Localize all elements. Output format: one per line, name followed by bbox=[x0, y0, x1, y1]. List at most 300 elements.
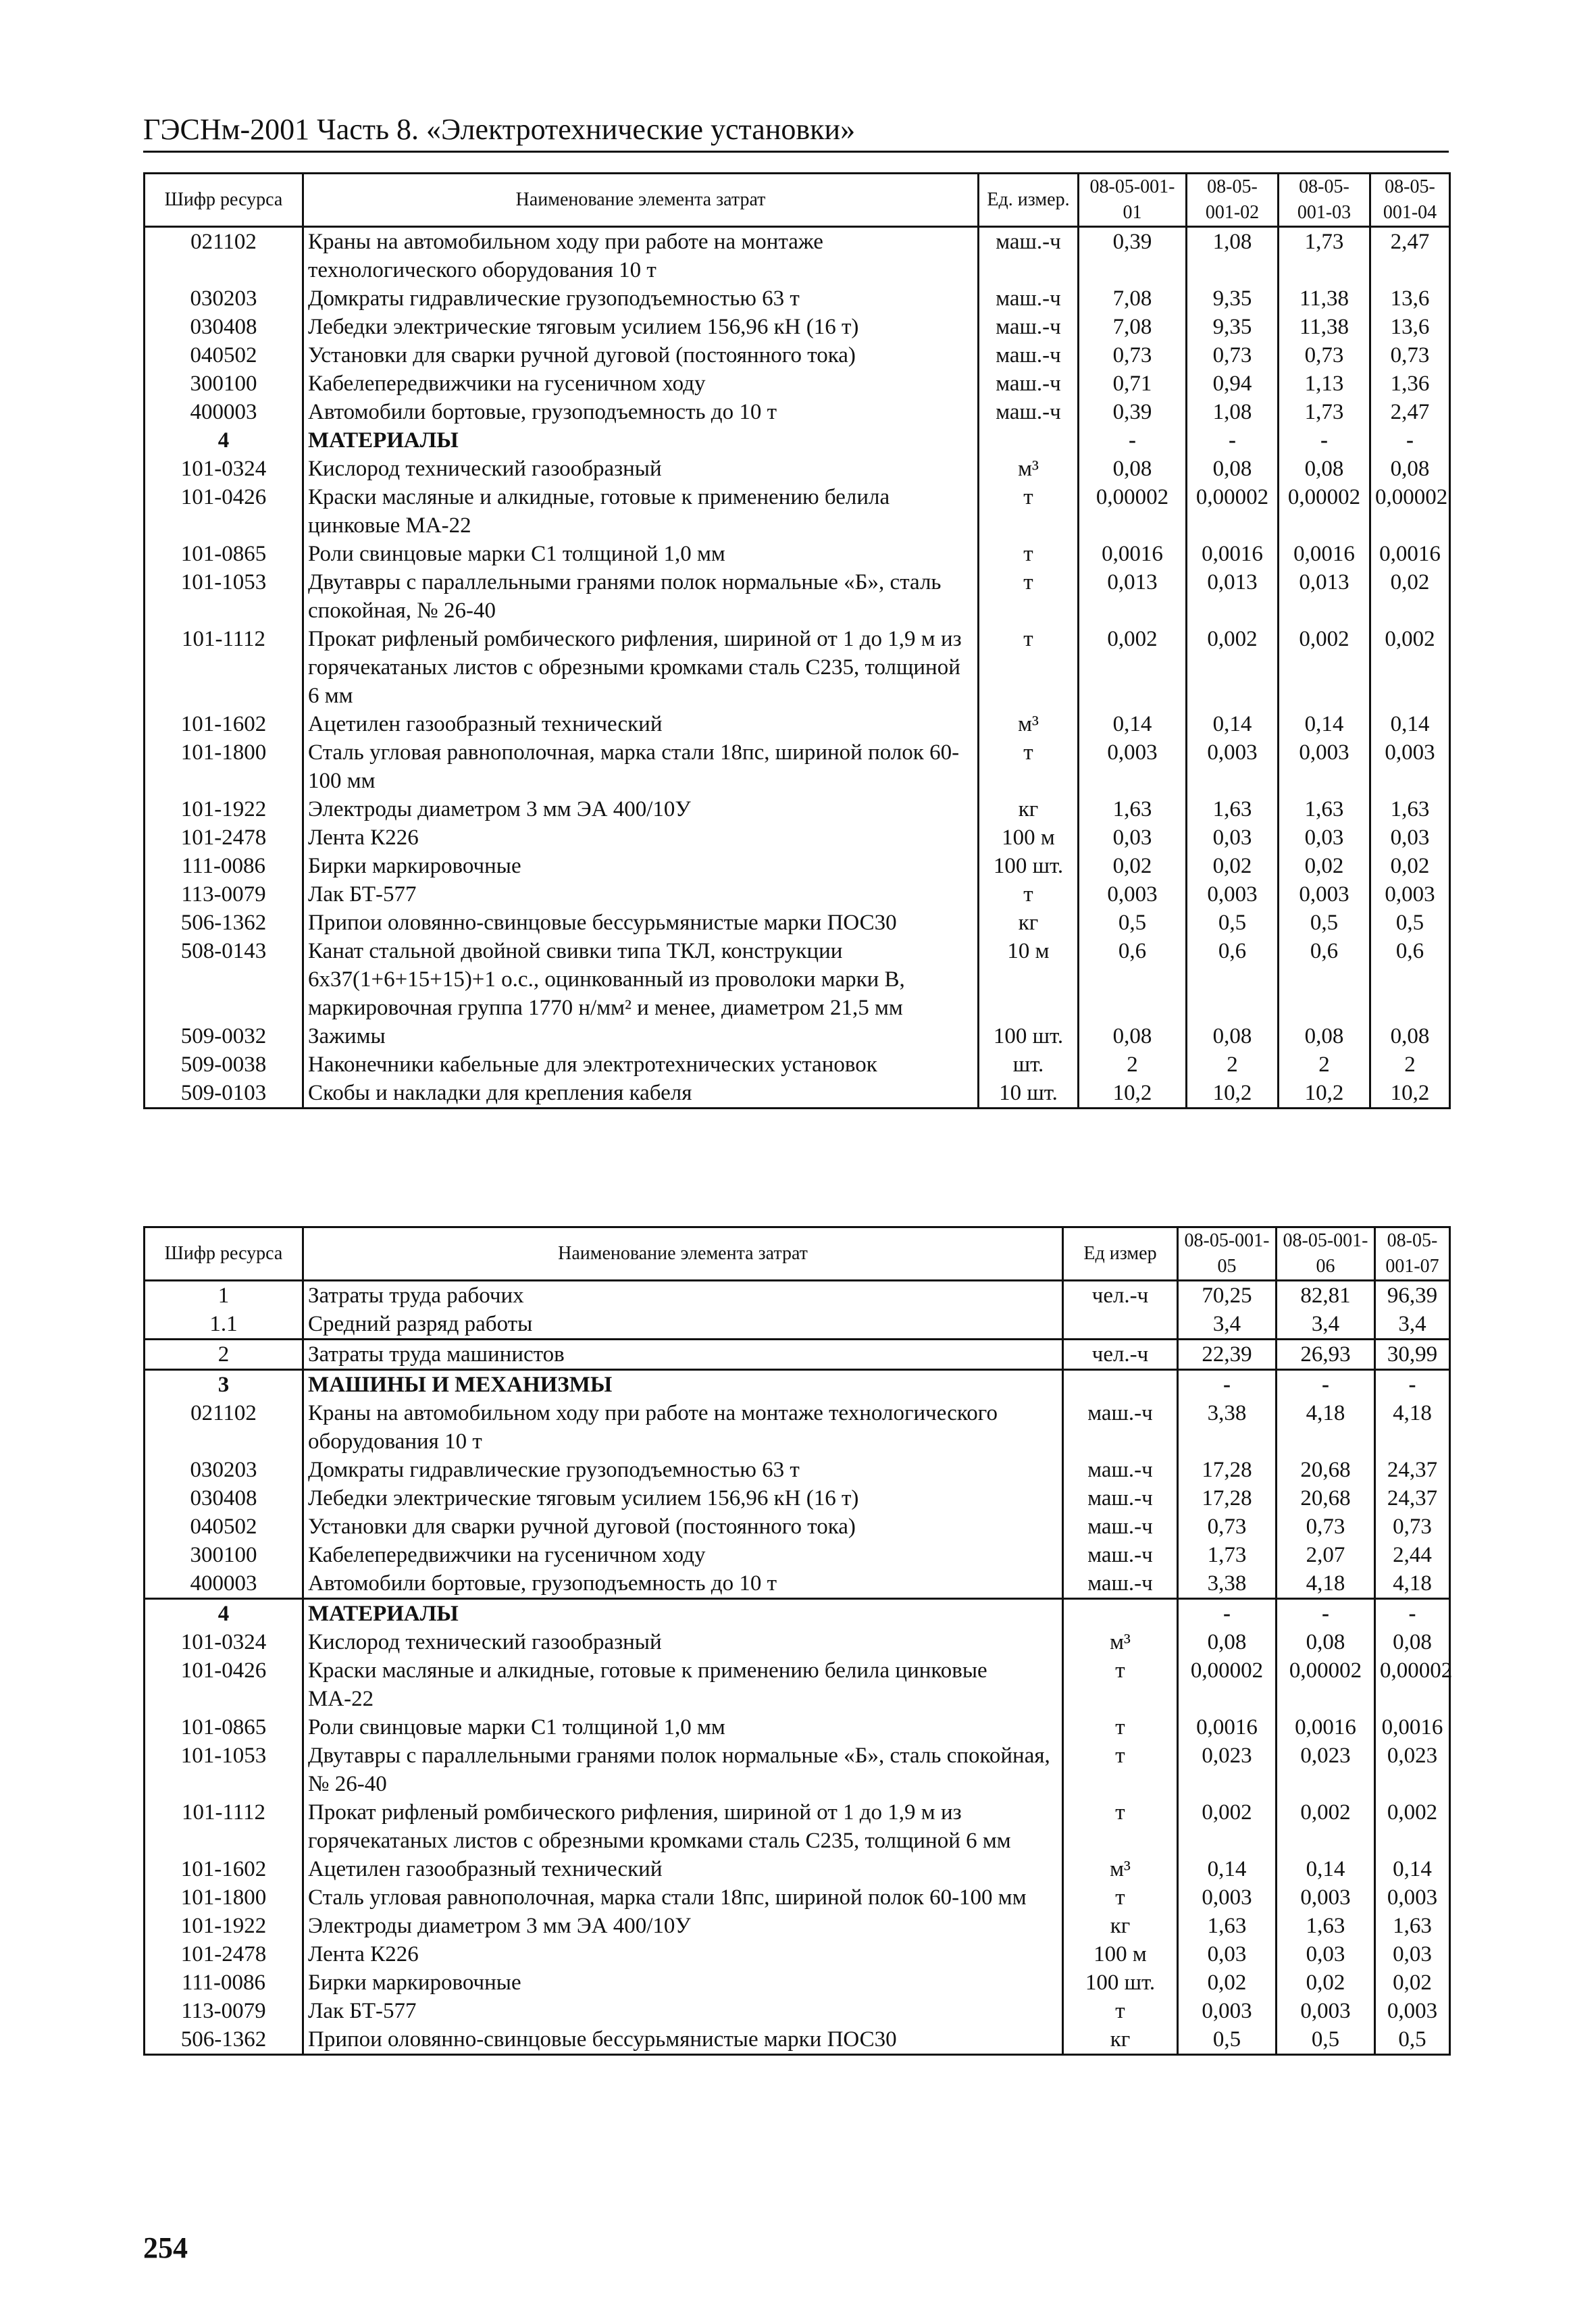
resource-name: Зажимы bbox=[303, 1022, 979, 1050]
norm-value: 0,00002 bbox=[1079, 483, 1187, 540]
norm-value: 0,71 bbox=[1079, 370, 1187, 398]
norm-value: 2,47 bbox=[1370, 227, 1450, 285]
resource-name: Кислород технический газообразный bbox=[303, 455, 979, 483]
table-row bbox=[145, 398, 1450, 426]
resource-code: 509-0032 bbox=[145, 1022, 303, 1050]
resource-name: Затраты труда машинистов bbox=[303, 1340, 1063, 1370]
resource-name: Лебедки электрические тяговым усилием 156,96 кН (16 т) bbox=[303, 313, 979, 341]
norm-value: 0,14 bbox=[1079, 710, 1187, 738]
resource-code: 300100 bbox=[145, 1541, 303, 1569]
norm-value: 0,08 bbox=[1079, 455, 1187, 483]
norm-value: 0,0016 bbox=[1370, 540, 1450, 568]
resource-name: Лента К226 bbox=[303, 823, 979, 852]
norm-value: 0,013 bbox=[1079, 568, 1187, 625]
table-header-row bbox=[145, 1227, 1450, 1281]
resource-name: МАШИНЫ И МЕХАНИЗМЫ bbox=[303, 1370, 1063, 1400]
resource-name: Сталь угловая равнополочная, марка стали 18пс, шириной полок 60-100 мм bbox=[303, 738, 979, 795]
norm-value: 0,0016 bbox=[1187, 540, 1279, 568]
column-header: 08-05-001-04 bbox=[1370, 174, 1450, 227]
unit-of-measure: т bbox=[1063, 1997, 1178, 2025]
norm-value: 1,63 bbox=[1277, 1912, 1375, 1940]
resource-name: Ацетилен газообразный технический bbox=[303, 710, 979, 738]
norm-value: 2 bbox=[1279, 1050, 1370, 1079]
resource-name: Лак БТ-577 bbox=[303, 880, 979, 909]
resource-code: 101-1053 bbox=[145, 1742, 303, 1798]
norm-value: - bbox=[1277, 1370, 1375, 1400]
norm-value: 4,18 bbox=[1375, 1569, 1450, 1599]
norm-value: 0,023 bbox=[1277, 1742, 1375, 1798]
unit-of-measure: т bbox=[979, 483, 1079, 540]
norm-value: 0,08 bbox=[1370, 455, 1450, 483]
resource-name: Наконечники кабельные для электротехнических установок bbox=[303, 1050, 979, 1079]
norm-value: - bbox=[1375, 1599, 1450, 1629]
table-row bbox=[145, 1713, 1450, 1742]
resource-code: 040502 bbox=[145, 341, 303, 370]
norm-value: 0,003 bbox=[1370, 738, 1450, 795]
resource-code: 101-0324 bbox=[145, 455, 303, 483]
norm-value: 26,93 bbox=[1277, 1340, 1375, 1370]
norm-value: 0,003 bbox=[1279, 880, 1370, 909]
norm-value: 0,02 bbox=[1375, 1968, 1450, 1997]
resource-name: Электроды диаметром 3 мм ЭА 400/10У bbox=[303, 795, 979, 823]
resource-code: 101-0865 bbox=[145, 540, 303, 568]
norm-value: 0,73 bbox=[1187, 341, 1279, 370]
resource-name: Лебедки электрические тяговым усилием 156,96 кН (16 т) bbox=[303, 1484, 1063, 1513]
column-header: 08-05-001-05 bbox=[1178, 1227, 1277, 1281]
norm-value: 0,03 bbox=[1375, 1940, 1450, 1968]
norm-value: 9,35 bbox=[1187, 284, 1279, 313]
resource-name: Двутавры с параллельными гранями полок нормальные «Б», сталь спокойная, № 26-40 bbox=[303, 568, 979, 625]
unit-of-measure: маш.-ч bbox=[979, 398, 1079, 426]
table-row bbox=[145, 1968, 1450, 1997]
norm-value: 0,002 bbox=[1370, 625, 1450, 710]
norm-value: 3,38 bbox=[1178, 1399, 1277, 1456]
norm-value: 0,02 bbox=[1187, 852, 1279, 880]
unit-of-measure: м³ bbox=[979, 455, 1079, 483]
resource-code: 1 bbox=[145, 1281, 303, 1311]
norm-value: 0,02 bbox=[1178, 1968, 1277, 1997]
norm-value: 1,73 bbox=[1279, 398, 1370, 426]
norm-value: 0,023 bbox=[1178, 1742, 1277, 1798]
unit-of-measure: м³ bbox=[979, 710, 1079, 738]
column-header: 08-05-001-07 bbox=[1375, 1227, 1450, 1281]
unit-of-measure: кг bbox=[1063, 2025, 1178, 2055]
norm-value: 0,0016 bbox=[1079, 540, 1187, 568]
unit-of-measure: маш.-ч bbox=[979, 227, 1079, 285]
unit-of-measure: т bbox=[979, 625, 1079, 710]
resource-name: Сталь угловая равнополочная, марка стали 18пс, шириной полок 60-100 мм bbox=[303, 1883, 1063, 1912]
resource-name: Прокат рифленый ромбического рифления, шириной от 1 до 1,9 м из горячекатаных листов с обрезными кромками сталь С235, толщиной 6 мм bbox=[303, 625, 979, 710]
unit-of-measure: кг bbox=[1063, 1912, 1178, 1940]
norm-value: 2,44 bbox=[1375, 1541, 1450, 1569]
table-row bbox=[145, 909, 1450, 937]
unit-of-measure: т bbox=[1063, 1742, 1178, 1798]
table-row bbox=[145, 1484, 1450, 1513]
resource-code: 101-1800 bbox=[145, 1883, 303, 1912]
resource-name: Роли свинцовые марки С1 толщиной 1,0 мм bbox=[303, 1713, 1063, 1742]
table-row bbox=[145, 1855, 1450, 1883]
resource-name: Краны на автомобильном ходу при работе на монтаже технологического оборудования 10 т bbox=[303, 1399, 1063, 1456]
table-row bbox=[145, 1997, 1450, 2025]
resource-name: Скобы и накладки для крепления кабеля bbox=[303, 1079, 979, 1109]
unit-of-measure: 10 м bbox=[979, 937, 1079, 1022]
resource-code: 021102 bbox=[145, 227, 303, 285]
norm-value: 13,6 bbox=[1370, 313, 1450, 341]
resource-code: 101-2478 bbox=[145, 1940, 303, 1968]
resource-code: 101-1602 bbox=[145, 1855, 303, 1883]
table-row bbox=[145, 823, 1450, 852]
norm-value: 0,73 bbox=[1178, 1513, 1277, 1541]
resource-code: 400003 bbox=[145, 1569, 303, 1599]
table-row bbox=[145, 1541, 1450, 1569]
unit-of-measure: кг bbox=[979, 909, 1079, 937]
norm-value: 0,00002 bbox=[1279, 483, 1370, 540]
column-header: 08-05-001-01 bbox=[1079, 174, 1187, 227]
norm-value: 0,023 bbox=[1375, 1742, 1450, 1798]
norm-value: 1,63 bbox=[1279, 795, 1370, 823]
norm-value: 1,63 bbox=[1178, 1912, 1277, 1940]
norm-value: 1,63 bbox=[1187, 795, 1279, 823]
norm-value: 0,03 bbox=[1178, 1940, 1277, 1968]
resource-code: 030203 bbox=[145, 1456, 303, 1484]
norm-value: 0,003 bbox=[1277, 1997, 1375, 2025]
norm-value: 0,14 bbox=[1279, 710, 1370, 738]
norm-value: 1,36 bbox=[1370, 370, 1450, 398]
norm-value: 4,18 bbox=[1277, 1399, 1375, 1456]
norm-value: 0,08 bbox=[1370, 1022, 1450, 1050]
unit-of-measure: маш.-ч bbox=[979, 341, 1079, 370]
table-row bbox=[145, 2025, 1450, 2055]
norm-value: 0,0016 bbox=[1178, 1713, 1277, 1742]
unit-of-measure: 100 шт. bbox=[979, 1022, 1079, 1050]
unit-of-measure: 100 шт. bbox=[979, 852, 1079, 880]
norm-value: 0,5 bbox=[1277, 2025, 1375, 2055]
table-row bbox=[145, 1050, 1450, 1079]
norm-value: 0,14 bbox=[1375, 1855, 1450, 1883]
norm-value: 0,003 bbox=[1187, 880, 1279, 909]
norm-value: 0,003 bbox=[1375, 1997, 1450, 2025]
section-row bbox=[145, 426, 1450, 455]
norm-value: 2 bbox=[1079, 1050, 1187, 1079]
table-header-row bbox=[145, 174, 1450, 227]
page-header: ГЭСНм-2001 Часть 8. «Электротехнические установки» bbox=[143, 112, 1449, 153]
resource-code: 4 bbox=[145, 426, 303, 455]
unit-of-measure: т bbox=[1063, 1713, 1178, 1742]
norm-value: 2 bbox=[1187, 1050, 1279, 1079]
resources-table-2 bbox=[143, 1226, 1451, 2056]
norm-value: 0,02 bbox=[1277, 1968, 1375, 1997]
resource-code: 021102 bbox=[145, 1399, 303, 1456]
resource-code: 101-0865 bbox=[145, 1713, 303, 1742]
norm-value: 0,003 bbox=[1178, 1883, 1277, 1912]
unit-of-measure: чел.-ч bbox=[1063, 1281, 1178, 1311]
norm-value: 1,73 bbox=[1178, 1541, 1277, 1569]
norm-value: 0,003 bbox=[1187, 738, 1279, 795]
table-row bbox=[145, 852, 1450, 880]
resource-name: Бирки маркировочные bbox=[303, 1968, 1063, 1997]
norm-value: 0,00002 bbox=[1187, 483, 1279, 540]
resource-code: 101-1112 bbox=[145, 1798, 303, 1855]
norm-value: 3,4 bbox=[1277, 1310, 1375, 1340]
resource-code: 3 bbox=[145, 1370, 303, 1400]
resource-code: 101-2478 bbox=[145, 823, 303, 852]
table-row bbox=[145, 880, 1450, 909]
unit-of-measure bbox=[1063, 1370, 1178, 1400]
resource-name: Автомобили бортовые, грузоподъемность до 10 т bbox=[303, 1569, 1063, 1599]
norm-value: 1,63 bbox=[1079, 795, 1187, 823]
resource-name: МАТЕРИАЛЫ bbox=[303, 426, 979, 455]
norm-value: 1,13 bbox=[1279, 370, 1370, 398]
norm-value: - bbox=[1279, 426, 1370, 455]
resource-name: Роли свинцовые марки С1 толщиной 1,0 мм bbox=[303, 540, 979, 568]
resource-code: 101-1922 bbox=[145, 795, 303, 823]
resources-table-1 bbox=[143, 172, 1451, 1109]
norm-value: 0,002 bbox=[1279, 625, 1370, 710]
resource-code: 4 bbox=[145, 1599, 303, 1629]
norm-value: - bbox=[1079, 426, 1187, 455]
norm-value: 1,08 bbox=[1187, 227, 1279, 285]
norm-value: 0,003 bbox=[1370, 880, 1450, 909]
resource-code: 030408 bbox=[145, 1484, 303, 1513]
norm-value: 96,39 bbox=[1375, 1281, 1450, 1311]
norm-value: 0,5 bbox=[1370, 909, 1450, 937]
unit-of-measure: маш.-ч bbox=[979, 313, 1079, 341]
resource-code: 509-0103 bbox=[145, 1079, 303, 1109]
unit-of-measure: м³ bbox=[1063, 1628, 1178, 1656]
norm-value: - bbox=[1187, 426, 1279, 455]
table-row bbox=[145, 370, 1450, 398]
page-number: 254 bbox=[143, 2231, 188, 2264]
table-row bbox=[145, 738, 1450, 795]
norm-value: 0,0016 bbox=[1375, 1713, 1450, 1742]
norm-value: 0,003 bbox=[1279, 738, 1370, 795]
unit-of-measure: маш.-ч bbox=[979, 370, 1079, 398]
unit-of-measure: 100 м bbox=[979, 823, 1079, 852]
norm-value: 0,08 bbox=[1187, 455, 1279, 483]
unit-of-measure bbox=[1063, 1599, 1178, 1629]
resource-name: МАТЕРИАЛЫ bbox=[303, 1599, 1063, 1629]
column-header: Наименование элемента затрат bbox=[303, 1227, 1063, 1281]
norm-value: 0,14 bbox=[1178, 1855, 1277, 1883]
unit-of-measure: маш.-ч bbox=[1063, 1399, 1178, 1456]
norm-value: 1,63 bbox=[1370, 795, 1450, 823]
resource-code: 111-0086 bbox=[145, 1968, 303, 1997]
resource-name: Домкраты гидравлические грузоподъемностью 63 т bbox=[303, 1456, 1063, 1484]
norm-value: 4,18 bbox=[1277, 1569, 1375, 1599]
norm-value: 11,38 bbox=[1279, 313, 1370, 341]
unit-of-measure: маш.-ч bbox=[1063, 1569, 1178, 1599]
norm-value: 0,003 bbox=[1079, 880, 1187, 909]
table-row bbox=[145, 483, 1450, 540]
table-row bbox=[145, 1628, 1450, 1656]
norm-value: 0,002 bbox=[1178, 1798, 1277, 1855]
norm-value: 1,73 bbox=[1279, 227, 1370, 285]
resource-code: 508-0143 bbox=[145, 937, 303, 1022]
resource-name: Электроды диаметром 3 мм ЭА 400/10У bbox=[303, 1912, 1063, 1940]
unit-of-measure: т bbox=[1063, 1656, 1178, 1713]
norm-value: 0,14 bbox=[1187, 710, 1279, 738]
resource-code: 101-1112 bbox=[145, 625, 303, 710]
unit-of-measure: м³ bbox=[1063, 1855, 1178, 1883]
norm-value: 0,39 bbox=[1079, 398, 1187, 426]
resource-code: 101-0324 bbox=[145, 1628, 303, 1656]
unit-of-measure: т bbox=[979, 568, 1079, 625]
norm-value: 0,00002 bbox=[1178, 1656, 1277, 1713]
column-header: 08-05-001-06 bbox=[1277, 1227, 1375, 1281]
resource-name: Кабелепередвижчики на гусеничном ходу bbox=[303, 1541, 1063, 1569]
resource-code: 101-1053 bbox=[145, 568, 303, 625]
resource-name: Лак БТ-577 bbox=[303, 1997, 1063, 2025]
norm-value: 0,002 bbox=[1277, 1798, 1375, 1855]
norm-value: 0,6 bbox=[1187, 937, 1279, 1022]
unit-of-measure bbox=[1063, 1310, 1178, 1340]
norm-value: 10,2 bbox=[1079, 1079, 1187, 1109]
norm-value: 20,68 bbox=[1277, 1456, 1375, 1484]
norm-value: 0,003 bbox=[1375, 1883, 1450, 1912]
resource-name: Двутавры с параллельными гранями полок нормальные «Б», сталь спокойная, № 26-40 bbox=[303, 1742, 1063, 1798]
table-row bbox=[145, 1281, 1450, 1311]
table-row bbox=[145, 1513, 1450, 1541]
table-row bbox=[145, 313, 1450, 341]
norm-value: 0,94 bbox=[1187, 370, 1279, 398]
resource-name: Кислород технический газообразный bbox=[303, 1628, 1063, 1656]
norm-value: 0,08 bbox=[1375, 1628, 1450, 1656]
table-row bbox=[145, 1798, 1450, 1855]
norm-value: 10,2 bbox=[1187, 1079, 1279, 1109]
resource-name: Средний разряд работы bbox=[303, 1310, 1063, 1340]
norm-value: 0,02 bbox=[1079, 852, 1187, 880]
table-row bbox=[145, 1940, 1450, 1968]
norm-value: 0,14 bbox=[1277, 1855, 1375, 1883]
column-header: Ед. измер. bbox=[979, 174, 1079, 227]
norm-value: 0,6 bbox=[1079, 937, 1187, 1022]
unit-of-measure: шт. bbox=[979, 1050, 1079, 1079]
norm-value: 10,2 bbox=[1279, 1079, 1370, 1109]
unit-of-measure: чел.-ч bbox=[1063, 1340, 1178, 1370]
unit-of-measure: кг bbox=[979, 795, 1079, 823]
unit-of-measure: 100 шт. bbox=[1063, 1968, 1178, 1997]
resource-name: Кабелепередвижчики на гусеничном ходу bbox=[303, 370, 979, 398]
resource-code: 2 bbox=[145, 1340, 303, 1370]
norm-value: 3,4 bbox=[1375, 1310, 1450, 1340]
norm-value: 0,03 bbox=[1370, 823, 1450, 852]
table-row bbox=[145, 1742, 1450, 1798]
table-row bbox=[145, 1340, 1450, 1370]
unit-of-measure: т bbox=[1063, 1883, 1178, 1912]
norm-value: 2,47 bbox=[1370, 398, 1450, 426]
norm-value: 17,28 bbox=[1178, 1484, 1277, 1513]
table-row bbox=[145, 1569, 1450, 1599]
table-row bbox=[145, 1022, 1450, 1050]
table-row bbox=[145, 1456, 1450, 1484]
unit-of-measure: т bbox=[979, 738, 1079, 795]
norm-value: 0,6 bbox=[1279, 937, 1370, 1022]
norm-value: 0,08 bbox=[1079, 1022, 1187, 1050]
norm-value: 11,38 bbox=[1279, 284, 1370, 313]
norm-value: 0,73 bbox=[1277, 1513, 1375, 1541]
resource-code: 509-0038 bbox=[145, 1050, 303, 1079]
resource-name: Припои оловянно-свинцовые бессурьмянистые марки ПОС30 bbox=[303, 2025, 1063, 2055]
norm-value: 20,68 bbox=[1277, 1484, 1375, 1513]
norm-value: 0,002 bbox=[1375, 1798, 1450, 1855]
norm-value: 0,003 bbox=[1277, 1883, 1375, 1912]
norm-value: 0,03 bbox=[1187, 823, 1279, 852]
resource-code: 101-1922 bbox=[145, 1912, 303, 1940]
norm-value: 0,5 bbox=[1187, 909, 1279, 937]
unit-of-measure: т bbox=[1063, 1798, 1178, 1855]
table-row bbox=[145, 625, 1450, 710]
norm-value: 0,00002 bbox=[1277, 1656, 1375, 1713]
resource-code: 040502 bbox=[145, 1513, 303, 1541]
norm-value: 0,08 bbox=[1279, 455, 1370, 483]
norm-value: 70,25 bbox=[1178, 1281, 1277, 1311]
norm-value: - bbox=[1178, 1599, 1277, 1629]
column-header: 08-05-001-02 bbox=[1187, 174, 1279, 227]
resource-code: 506-1362 bbox=[145, 909, 303, 937]
unit-of-measure: т bbox=[979, 880, 1079, 909]
resource-name: Автомобили бортовые, грузоподъемность до 10 т bbox=[303, 398, 979, 426]
table-row bbox=[145, 795, 1450, 823]
norm-value: 2 bbox=[1370, 1050, 1450, 1079]
norm-value: 0,73 bbox=[1370, 341, 1450, 370]
column-header: 08-05-001-03 bbox=[1279, 174, 1370, 227]
resource-code: 111-0086 bbox=[145, 852, 303, 880]
norm-value: 0,03 bbox=[1079, 823, 1187, 852]
unit-of-measure: 10 шт. bbox=[979, 1079, 1079, 1109]
norm-value: 82,81 bbox=[1277, 1281, 1375, 1311]
norm-value: 0,00002 bbox=[1370, 483, 1450, 540]
norm-value: 0,02 bbox=[1279, 852, 1370, 880]
resource-name: Затраты труда рабочих bbox=[303, 1281, 1063, 1311]
resource-name: Краски масляные и алкидные, готовые к применению белила цинковые МА-22 bbox=[303, 1656, 1063, 1713]
table-row bbox=[145, 710, 1450, 738]
unit-of-measure: маш.-ч bbox=[1063, 1484, 1178, 1513]
norm-value: 2,07 bbox=[1277, 1541, 1375, 1569]
resource-code: 030408 bbox=[145, 313, 303, 341]
norm-value: 22,39 bbox=[1178, 1340, 1277, 1370]
resource-code: 113-0079 bbox=[145, 1997, 303, 2025]
norm-value: 0,08 bbox=[1187, 1022, 1279, 1050]
norm-value: 0,5 bbox=[1178, 2025, 1277, 2055]
unit-of-measure: маш.-ч bbox=[1063, 1456, 1178, 1484]
resource-name: Канат стальной двойной свивки типа ТКЛ, конструкции 6х37(1+6+15+15)+1 о.с., оцинкованный из проволоки марки В, маркировочная группа 1770 н/мм² и менее, диаметром 21,5 мм bbox=[303, 937, 979, 1022]
norm-value: 0,02 bbox=[1370, 852, 1450, 880]
unit-of-measure: маш.-ч bbox=[979, 284, 1079, 313]
norm-value: 0,5 bbox=[1279, 909, 1370, 937]
norm-value: 0,00002 bbox=[1375, 1656, 1450, 1713]
unit-of-measure bbox=[979, 426, 1079, 455]
resource-name: Установки для сварки ручной дуговой (постоянного тока) bbox=[303, 341, 979, 370]
norm-value: 0,73 bbox=[1279, 341, 1370, 370]
table-row bbox=[145, 227, 1450, 285]
norm-value: 0,14 bbox=[1370, 710, 1450, 738]
resource-code: 113-0079 bbox=[145, 880, 303, 909]
norm-value: 4,18 bbox=[1375, 1399, 1450, 1456]
norm-value: 0,003 bbox=[1079, 738, 1187, 795]
resource-name: Краны на автомобильном ходу при работе на монтаже технологического оборудования 10 т bbox=[303, 227, 979, 285]
resource-code: 101-1602 bbox=[145, 710, 303, 738]
table-row bbox=[145, 1656, 1450, 1713]
norm-value: 0,013 bbox=[1279, 568, 1370, 625]
norm-value: - bbox=[1375, 1370, 1450, 1400]
norm-value: 3,4 bbox=[1178, 1310, 1277, 1340]
table-row bbox=[145, 455, 1450, 483]
norm-value: 3,38 bbox=[1178, 1569, 1277, 1599]
resource-name: Ацетилен газообразный технический bbox=[303, 1855, 1063, 1883]
table-row bbox=[145, 1912, 1450, 1940]
norm-value: 0,73 bbox=[1079, 341, 1187, 370]
table-row bbox=[145, 284, 1450, 313]
